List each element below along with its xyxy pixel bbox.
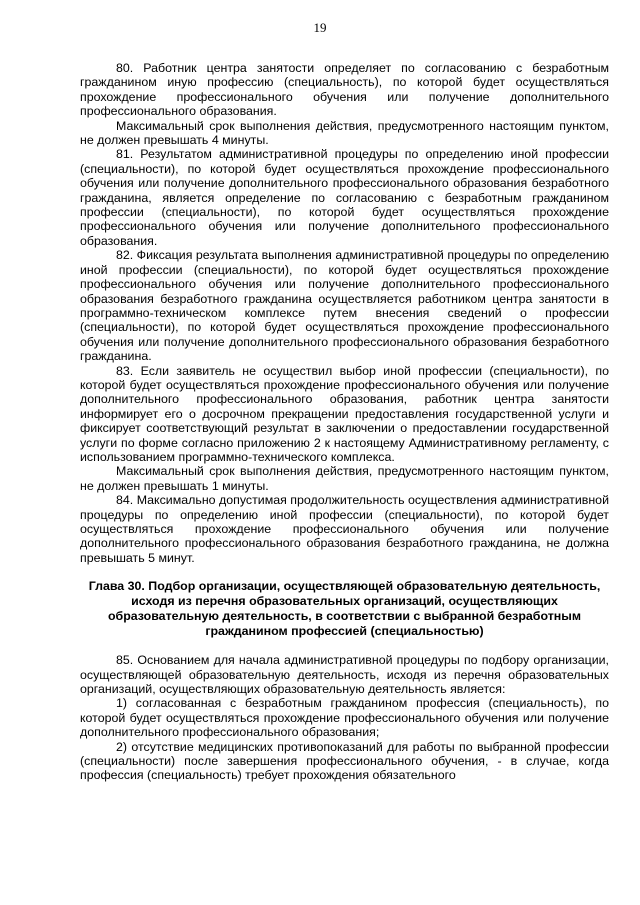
list-item-2: 2) отсутствие медицинских противопоказаний для работы по выбранной профессии (специальности) после завершения профессионального обучения, - в случае, когда профессия (специальность) требует прохождения обязательного — [80, 739, 609, 783]
section-spacer — [80, 639, 609, 653]
paragraph-80-time-limit: Максимальный срок выполнения действия, предусмотренного настоящим пунктом, не должен превышать 4 минуты. — [80, 118, 609, 148]
paragraph-80: 80. Работник центра занятости определяет по согласованию с безработным гражданином иную профессию (специальность), по которой будет осуществляться прохождение профессионального обучения или получение дополнительного профессионального образования. — [80, 61, 609, 119]
document-body — [80, 61, 609, 783]
list-item-1: 1) согласованная с безработным гражданином профессия (специальность), по которой будет осуществляться прохождение профессионального обучения или получение дополнительного профессионального образования; — [80, 696, 609, 740]
paragraph-83-time-limit: Максимальный срок выполнения действия, предусмотренного настоящим пунктом, не должен превышать 1 минуты. — [80, 464, 609, 493]
paragraph-81: 81. Результатом административной процедуры по определению иной профессии (специальности), по которой будет осуществляться прохождение профессионального обучения или получение дополнительного профессионального образования безработного гражданина, является определение по согласованию с безработным гражданином профессии (специальности), по которой будет осуществляться прохождение профессионального обучения или получение дополнительного профессионального образования. — [80, 147, 609, 248]
page-number: 19 — [313, 20, 327, 35]
paragraph-85: 85. Основанием для начала административной процедуры по подбору организации, осуществляющей образовательную деятельность, исходя из перечня образовательных организаций, осуществляющих образовательную деятельность является: — [80, 653, 609, 697]
paragraph-82: 82. Фиксация результата выполнения административной процедуры по определению иной профессии (специальности), по которой будет осуществляться прохождение профессионального обучения или получение дополнительного профессионального образования безработного гражданина осуществляется работником центра занятости в программно-техническом комплексе путем внесения сведений о профессии (специальности), по которой будет осуществляться прохождение профессионального обучения или получение дополнительного профессионального образования безработного гражданина. — [80, 248, 609, 364]
section-spacer — [80, 565, 609, 579]
paragraph-84: 84. Максимально допустимая продолжительность осуществления административной процедуры по определению иной профессии (специальности), по которой будет осуществляться прохождение профессионального обучения или получение дополнительного профессионального образования безработного гражданина, не должна превышать 5 минут. — [80, 493, 609, 565]
paragraph-83: 83. Если заявитель не осуществил выбор иной профессии (специальности), по которой будет осуществляться прохождение профессионального обучения или получение дополнительного профессионального образования, работник центра занятости информирует его о досрочном прекращении предоставления государственной услуги и фиксирует соответствующий результат в заключении о предоставлении государственной услуги по форме согласно приложению 2 к настоящему Административному регламенту, с использованием программно-технического комплекса. — [80, 363, 609, 464]
chapter-heading: Глава 30. Подбор организации, осуществляющей образовательную деятельность, исходя из перечня образовательных организаций, осуществляющих образовательную деятельность, в соответствии с выбранной безработным гражданином профессией (специальностью) — [88, 579, 601, 639]
